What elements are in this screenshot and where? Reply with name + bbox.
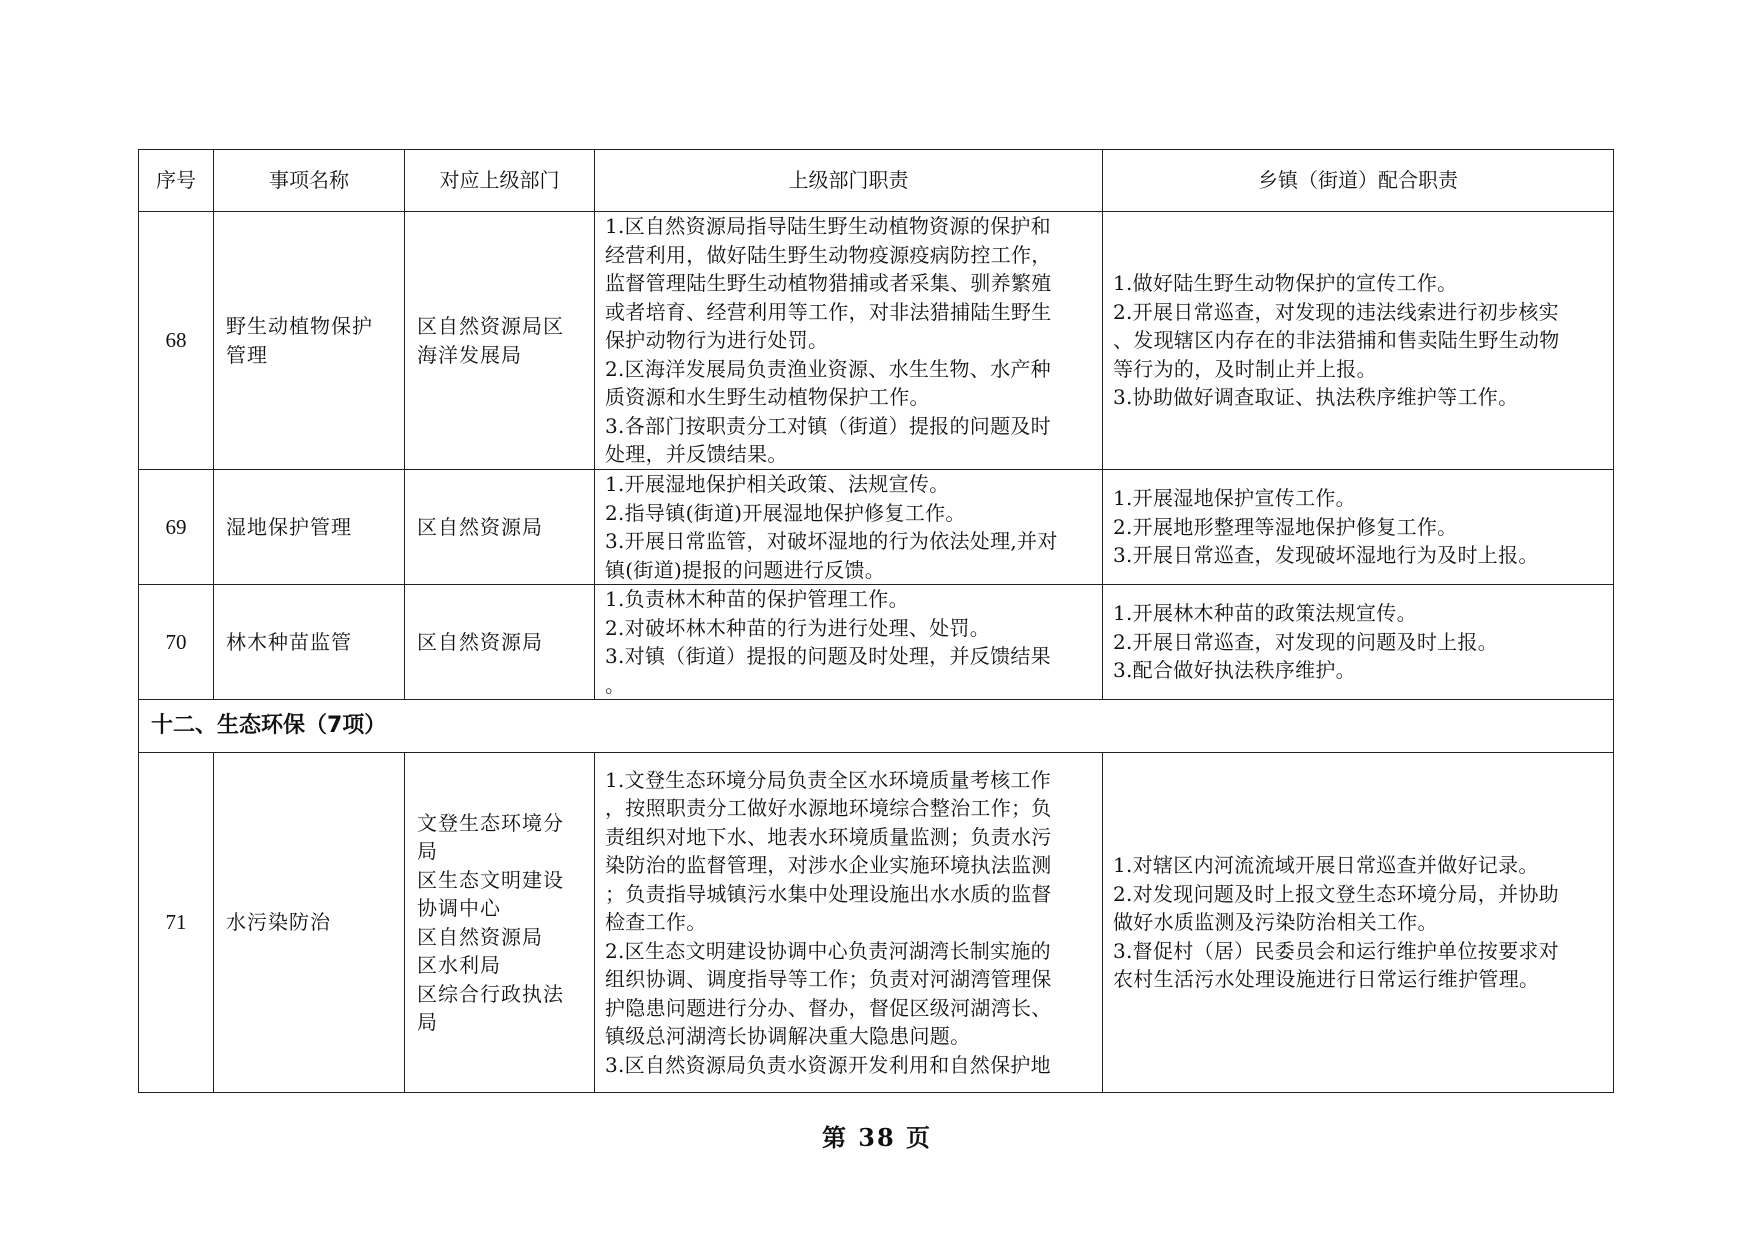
table-row <box>139 585 1614 700</box>
upper-duty: 1.文登生态环境分局负责全区水环境质量考核工作 ，按照职责分工做好水源地环境综合整治工作；负 责组织对地下水、地表水环境质量监测；负责水污 染防治的监督管理，对涉水企业实施环境执法监测 ；负责指导城镇污水集中处理设施出水水质的监督 检查工作。 2.区生态文明建设协调中心负责河湖湾长制实施的 组织协调、调度指导等工作；负责对河湖湾管理保 护隐患问题进行分办、督办，督促区级河湖湾长、 镇级总河湖湾长协调解决重大隐患问题。 3.区自然资源局负责水资源开发利用和自然保护地 <box>595 753 1103 1093</box>
row-number: 70 <box>139 585 214 700</box>
town-duty: 1.对辖区内河流流域开展日常巡查并做好记录。 2.对发现问题及时上报文登生态环境分局，并协助 做好水质监测及污染防治相关工作。 3.督促村（居）民委员会和运行维护单位按要求对 农村生活污水处理设施进行日常运行维护管理。 <box>1103 753 1614 1093</box>
table-row <box>139 470 1614 585</box>
header-no: 序号 <box>139 150 214 212</box>
row-number: 68 <box>139 212 214 470</box>
upper-department: 文登生态环境分 局 区生态文明建设 协调中心 区自然资源局 区水利局 区综合行政执法 局 <box>405 753 595 1093</box>
item-name: 水污染防治 <box>214 753 405 1093</box>
table-row <box>139 212 1614 470</box>
upper-duty: 1.开展湿地保护相关政策、法规宣传。 2.指导镇(街道)开展湿地保护修复工作。 3.开展日常监管，对破坏湿地的行为依法处理,并对 镇(街道)提报的问题进行反馈。 <box>595 470 1103 585</box>
header-upper-duty: 上级部门职责 <box>595 150 1103 212</box>
item-name: 林木种苗监管 <box>214 585 405 700</box>
upper-duty: 1.区自然资源局指导陆生野生动植物资源的保护和 经营利用，做好陆生野生动物疫源疫病防控工作， 监督管理陆生野生动植物猎捕或者采集、驯养繁殖 或者培育、经营利用等工作，对非法猎捕陆生野生 保护动物行为进行处罚。 2.区海洋发展局负责渔业资源、水生生物、水产种 质资源和水生野生动植物保护工作。 3.各部门按职责分工对镇（街道）提报的问题及时 处理，并反馈结果。 <box>595 212 1103 470</box>
header-dept: 对应上级部门 <box>405 150 595 212</box>
town-duty: 1.做好陆生野生动物保护的宣传工作。 2.开展日常巡查，对发现的违法线索进行初步核实 、发现辖区内存在的非法猎捕和售卖陆生野生动物 等行为的，及时制止并上报。 3.协助做好调查取证、执法秩序维护等工作。 <box>1103 212 1614 470</box>
row-number: 71 <box>139 753 214 1093</box>
item-name: 野生动植物保护 管理 <box>214 212 405 470</box>
town-duty: 1.开展湿地保护宣传工作。 2.开展地形整理等湿地保护修复工作。 3.开展日常巡查，发现破坏湿地行为及时上报。 <box>1103 470 1614 585</box>
row-number: 69 <box>139 470 214 585</box>
table-header-row <box>139 150 1614 212</box>
section-row <box>139 700 1614 753</box>
upper-department: 区自然资源局 <box>405 585 595 700</box>
upper-department: 区自然资源局 <box>405 470 595 585</box>
section-title: 十二、生态环保（7项） <box>139 700 1614 753</box>
table-row <box>139 753 1614 1093</box>
town-duty: 1.开展林木种苗的政策法规宣传。 2.开展日常巡查，对发现的问题及时上报。 3.配合做好执法秩序维护。 <box>1103 585 1614 700</box>
header-town-duty: 乡镇（街道）配合职责 <box>1103 150 1614 212</box>
upper-department: 区自然资源局区 海洋发展局 <box>405 212 595 470</box>
page-number: 第 38 页 <box>821 1123 933 1152</box>
upper-duty: 1.负责林木种苗的保护管理工作。 2.对破坏林木种苗的行为进行处理、处罚。 3.对镇（街道）提报的问题及时处理，并反馈结果 。 <box>595 585 1103 700</box>
item-name: 湿地保护管理 <box>214 470 405 585</box>
header-name: 事项名称 <box>214 150 405 212</box>
duty-table <box>138 149 1614 1093</box>
